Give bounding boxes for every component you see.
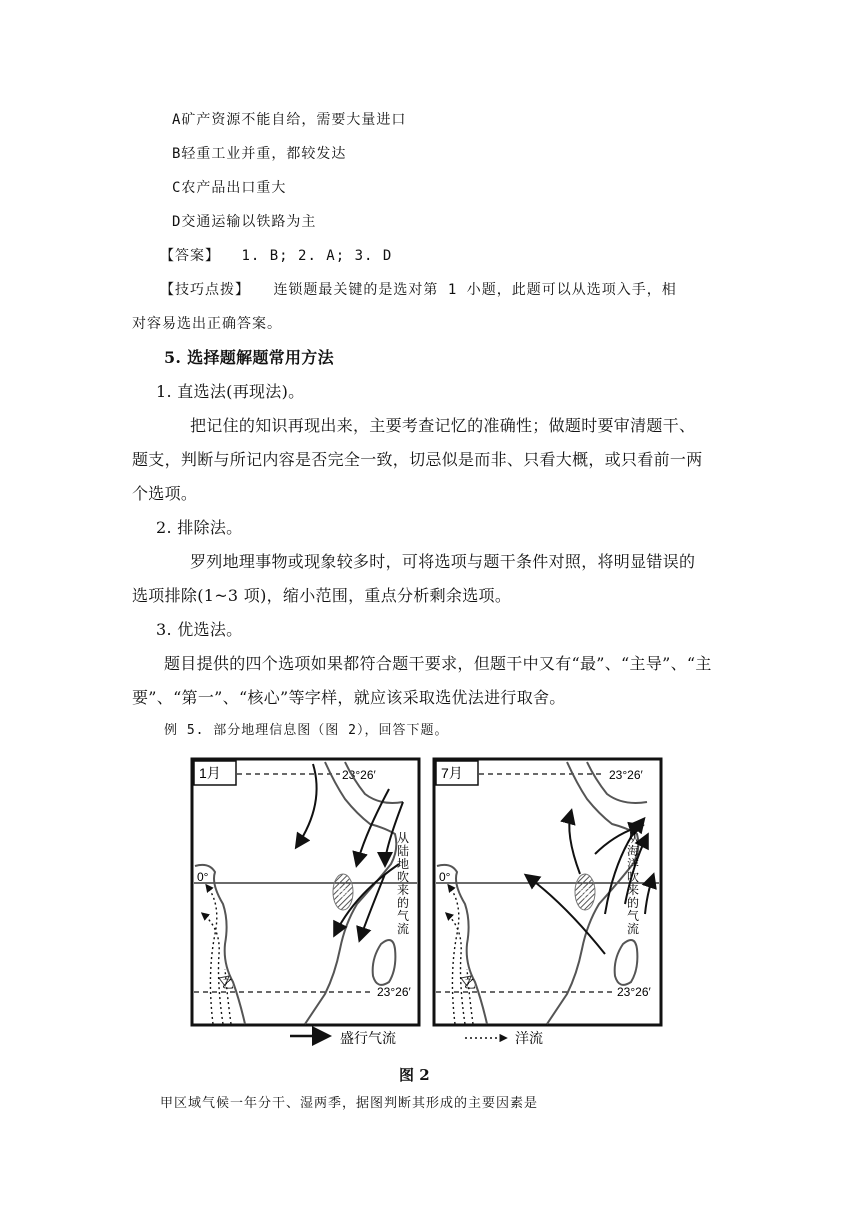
svg-text:气: 气 [627, 909, 640, 923]
answer-text: 1. B; 2. A; 3. D [241, 248, 393, 264]
right-flow-label [627, 831, 639, 936]
option-a: A矿产资源不能自给，需要大量进口 [172, 112, 407, 128]
svg-text:的: 的 [397, 896, 410, 910]
right-tropic-south-label: 23°26′ [617, 985, 651, 999]
answer-line [160, 246, 392, 266]
legend-wind-label: 盛行气流 [340, 1030, 396, 1046]
method-2-text-1: 罗列地理事物或现象较多时，可将选项与题干条件对照，将明显错误的 [190, 552, 696, 571]
section-heading: 5. 选择题解题常用方法 [164, 348, 334, 367]
svg-text:气: 气 [397, 909, 410, 923]
january-label: 1月 [199, 765, 221, 781]
figure-caption: 图 2 [399, 1066, 430, 1084]
method-3-text-1: 题目提供的四个选项如果都符合题干要求，但题干中又有“最”、“主导”、“主 [164, 654, 712, 673]
figure-2-map [185, 754, 675, 1054]
left-point-yi: 乙 [222, 977, 235, 991]
right-region-jia: 甲 [579, 887, 592, 901]
svg-text:从: 从 [397, 831, 410, 845]
method-2-title: 2. 排除法。 [156, 518, 243, 537]
tip-text-1: 连锁题最关键的是选对第 1 小题，此题可以从选项入手，相 [273, 282, 677, 298]
example-intro: 例 5. 部分地理信息图（图 2），回答下题。 [164, 723, 449, 738]
method-1-text-1: 把记住的知识再现出来，主要考查记忆的准确性；做题时要审清题干、 [190, 416, 696, 435]
svg-text:来: 来 [627, 883, 640, 897]
method-1-title: 1. 直选法(再现法)。 [156, 382, 305, 401]
option-b: B轻重工业并重，都较发达 [172, 146, 347, 162]
svg-text:地: 地 [397, 857, 410, 871]
method-3-title: 3. 优选法。 [156, 620, 243, 639]
answer-label: 【答案】 [160, 248, 220, 264]
left-tropic-north-label: 23°26′ [342, 768, 376, 782]
tip-line-1 [160, 280, 677, 300]
right-point-yi: 乙 [464, 977, 477, 991]
july-panel [434, 759, 661, 1025]
option-c: C农产品出口重大 [172, 180, 287, 196]
tip-text-2: 对容易选出正确答案。 [132, 316, 282, 332]
method-1-text-3: 个选项。 [132, 484, 198, 503]
left-equator-label: 0° [197, 870, 209, 884]
svg-text:来: 来 [397, 883, 410, 897]
svg-text:吹: 吹 [627, 870, 640, 884]
svg-text:吹: 吹 [397, 870, 410, 884]
method-3-text-2: 要”、“第一”、“核心”等字样，就应该采取选优法进行取舍。 [132, 688, 566, 707]
right-equator-label: 0° [439, 870, 451, 884]
left-region-jia: 甲 [337, 887, 350, 901]
svg-text:海: 海 [627, 844, 640, 858]
right-tropic-north-label: 23°26′ [609, 768, 643, 782]
method-1-text-2: 题支，判断与所记内容是否完全一致，切忌似是而非、只看大概，或只看前一两 [132, 450, 703, 469]
option-d: D交通运输以铁路为主 [172, 214, 317, 230]
svg-text:洋: 洋 [627, 857, 640, 871]
legend-current-label: 洋流 [515, 1030, 543, 1046]
january-panel [192, 759, 419, 1025]
tip-label: 【技巧点拨】 [160, 282, 250, 298]
svg-text:流: 流 [397, 922, 410, 936]
svg-text:从: 从 [627, 831, 640, 845]
svg-text:陆: 陆 [397, 844, 410, 858]
example-question: 甲区域气候一年分干、湿两季，据图判断其形成的主要因素是 [160, 1096, 539, 1111]
svg-text:的: 的 [627, 896, 640, 910]
svg-text:流: 流 [627, 922, 640, 936]
left-tropic-south-label: 23°26′ [377, 985, 411, 999]
july-label: 7月 [441, 765, 463, 781]
method-2-text-2: 选项排除(1~3 项)，缩小范围，重点分析剩余选项。 [132, 586, 512, 605]
figure-legend [290, 1030, 543, 1046]
left-flow-label [397, 831, 409, 936]
